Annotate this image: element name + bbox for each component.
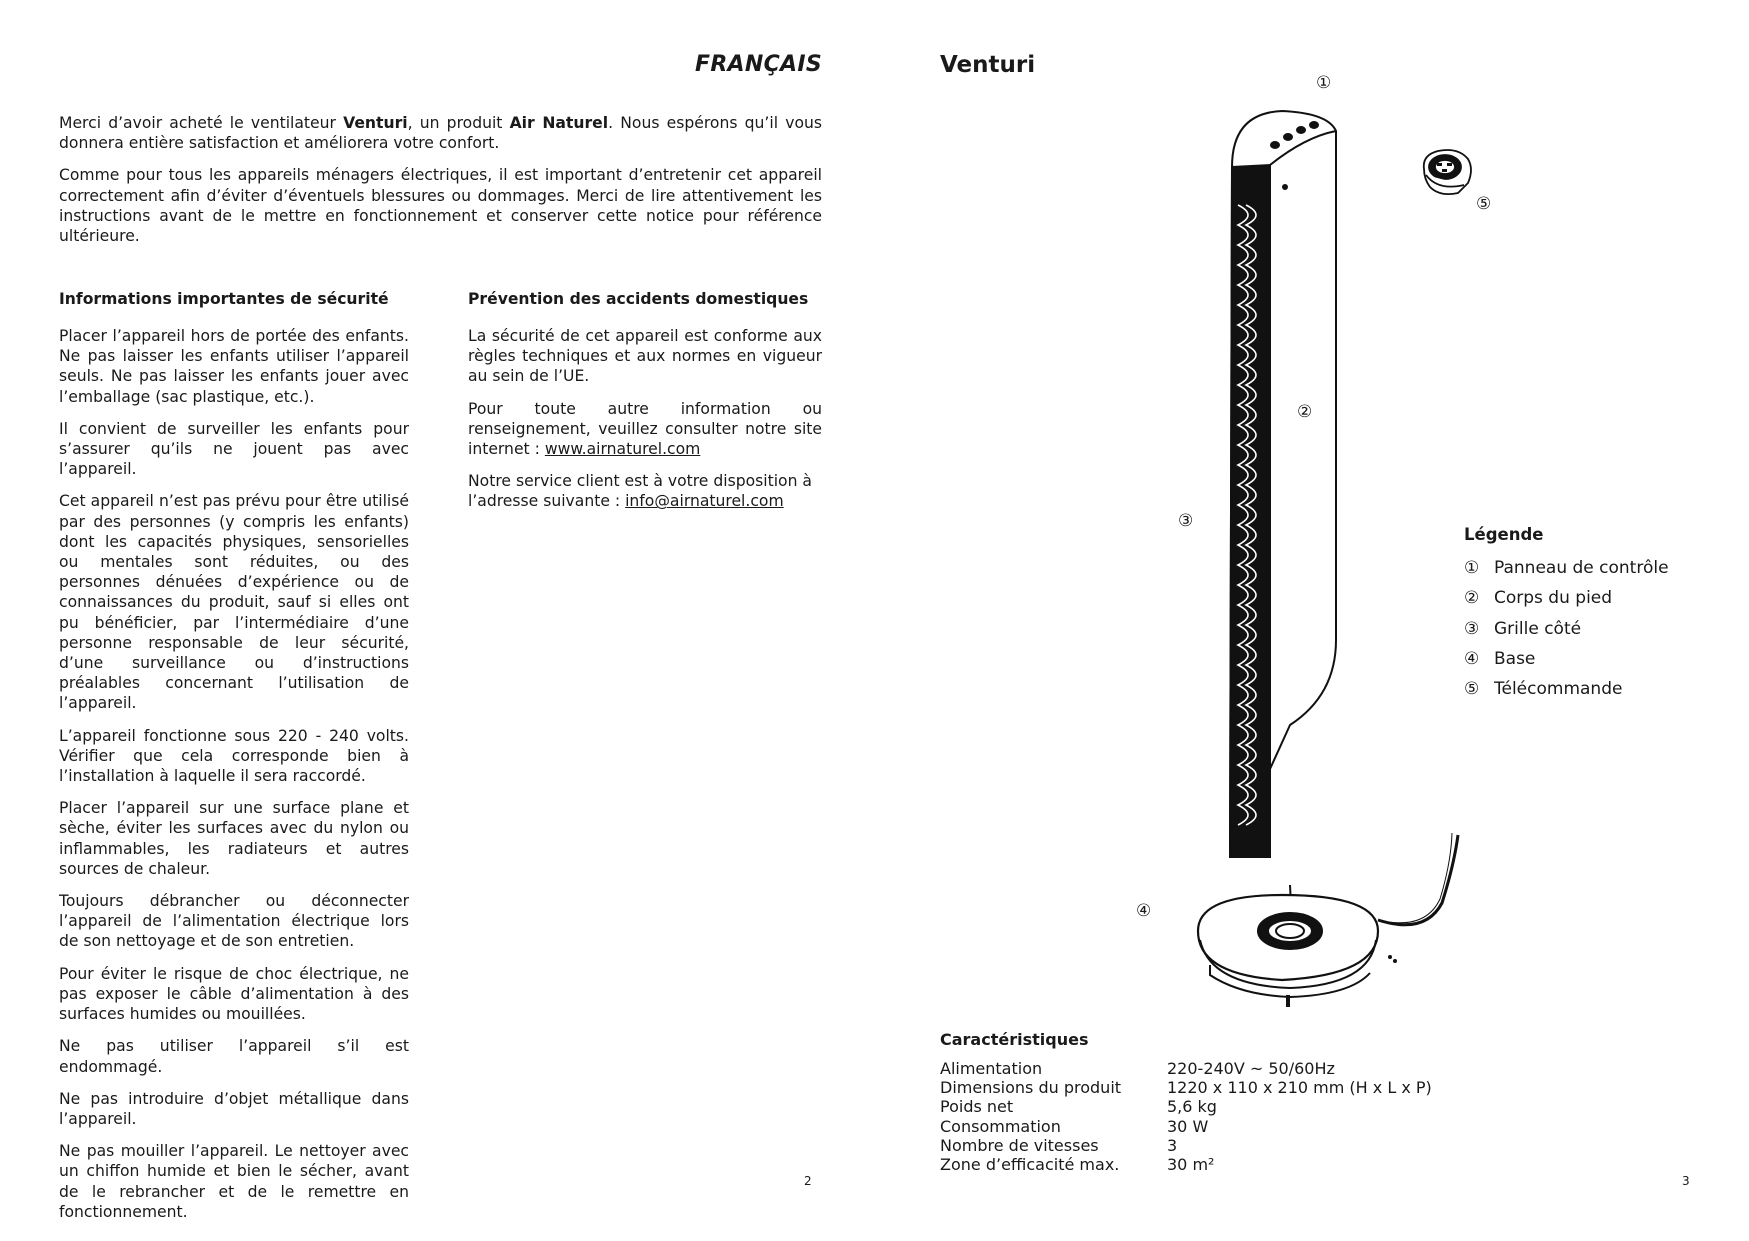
specs-table xyxy=(940,1059,1432,1174)
product-title: Venturi xyxy=(940,52,1036,78)
safety-column xyxy=(59,326,409,1234)
brand-name: Air Naturel xyxy=(509,114,609,132)
spec-row: Dimensions du produit 1220 x 110 x 210 mm (H x L x P) xyxy=(940,1078,1432,1098)
intro-paragraph-2: Comme pour tous les appareils ménagers électriques, il est important d’entretenir cet appareil correctement afin d’éviter d’éventuels blessures ou dommages. Merci de lire attentivement les instructions avant de le mettre en fonctionnement et conserver cette notice pour référence ultérieure. xyxy=(59,166,822,246)
safety-paragraph: Placer l’appareil sur une surface plane et sèche, éviter les surfaces avec du nylon ou inflammables, les radiateurs et autres sources de chaleur. xyxy=(59,799,409,878)
safety-paragraph: Cet appareil n’est pas prévu pour être utilisé par des personnes (y compris les enfants) dont les capacités physiques, sensorielles ou mentales sont réduites, ou des personnes dénuées d’expérience ou de connaissances du produit, sauf si elles ont pu bénéficier, par l’intermédiaire d’une personne responsable de leur sécurité, d’une surveillance ou d’instructions préalables concernant l’utilisation de l’appareil. xyxy=(59,492,409,713)
safety-paragraph: Ne pas introduire d’objet métallique dans l’appareil. xyxy=(59,1089,409,1128)
language-title: FRANÇAIS xyxy=(694,52,822,77)
safety-heading: Informations importantes de sécurité xyxy=(59,290,389,308)
page-number-left: 2 xyxy=(804,1174,812,1188)
fan-illustration xyxy=(1180,95,1490,1015)
specs-title: Caractéristiques xyxy=(940,1030,1089,1049)
spec-row: Alimentation 220-240V ~ 50/60Hz xyxy=(940,1059,1335,1078)
legend-item: ① Panneau de contrôle xyxy=(1464,558,1669,579)
prevention-paragraph-1: La sécurité de cet appareil est conforme aux règles techniques et aux normes en vigueur au sein de l’UE. xyxy=(468,327,822,386)
email-link[interactable]: info@airnaturel.com xyxy=(625,492,784,511)
intro xyxy=(59,113,822,246)
website-link[interactable]: www.airnaturel.com xyxy=(544,440,701,459)
spec-row: Consommation 30 W xyxy=(940,1116,1209,1136)
safety-paragraph: Ne pas utiliser l’appareil s’il est endommagé. xyxy=(59,1037,409,1076)
legend-item: ③ Grille côté xyxy=(1464,618,1582,639)
page-number-right: 3 xyxy=(1682,1174,1690,1188)
safety-paragraph: Pour éviter le risque de choc électrique, ne pas exposer le câble d’alimentation à des surfaces humides ou mouillées. xyxy=(59,964,409,1024)
prevention-paragraph-2: Pour toute autre information ou renseignement, veuillez consulter notre site internet : www.airnaturel.com xyxy=(468,399,822,459)
prevention-column xyxy=(468,326,822,524)
safety-paragraph: Placer l’appareil hors de portée des enfants. Ne pas laisser les enfants utiliser l’appareil seuls. Ne pas laisser les enfants jouer avec l’emballage (sac plastique, etc.). xyxy=(59,327,409,406)
legend-list xyxy=(1464,553,1669,704)
safety-paragraph: Ne pas mouiller l’appareil. Le nettoyer avec un chiffon humide et bien le sécher, avant de le rebrancher et de le remettre en fonctionnement. xyxy=(59,1142,409,1221)
legend-title: Légende xyxy=(1464,525,1544,544)
callout-2: ② xyxy=(1297,402,1313,422)
spec-row: Poids net 5,6 kg xyxy=(940,1097,1217,1117)
safety-paragraph: Toujours débrancher ou déconnecter l’appareil de l’alimentation électrique lors de son nettoyage et de son entretien. xyxy=(59,892,409,951)
callout-1: ① xyxy=(1316,73,1332,93)
fan-side-grille xyxy=(1230,165,1270,857)
safety-paragraph: L’appareil fonctionne sous 220 - 240 volts. Vérifier que cela corresponde bien à l’installation à laquelle il sera raccordé. xyxy=(59,726,409,786)
prevention-paragraph-3: Notre service client est à votre disposition à l’adresse suivante : info@airnaturel.com xyxy=(468,472,812,511)
intro-paragraph-1: Merci d’avoir acheté le ventilateur Venturi, un produit Air Naturel. Nous espérons qu’il vous donnera entière satisfaction et améliorera votre confort. xyxy=(59,114,822,153)
spec-row: Nombre de vitesses 3 xyxy=(940,1135,1178,1155)
legend-item: ④ Base xyxy=(1464,649,1536,670)
callout-5: ⑤ xyxy=(1476,194,1492,214)
spec-row: Zone d’efficacité max. 30 m² xyxy=(940,1155,1215,1175)
remote-control-illustration xyxy=(1418,147,1476,199)
product-name: Venturi xyxy=(343,114,408,132)
callout-4: ④ xyxy=(1136,901,1152,921)
safety-paragraph: Il convient de surveiller les enfants pour s’assurer qu’ils ne jouent pas avec l’appareil. xyxy=(59,419,409,479)
prevention-heading: Prévention des accidents domestiques xyxy=(468,290,809,308)
legend-item: ⑤ Télécommande xyxy=(1464,679,1623,700)
callout-3: ③ xyxy=(1178,511,1194,531)
legend-item: ② Corps du pied xyxy=(1464,588,1613,609)
